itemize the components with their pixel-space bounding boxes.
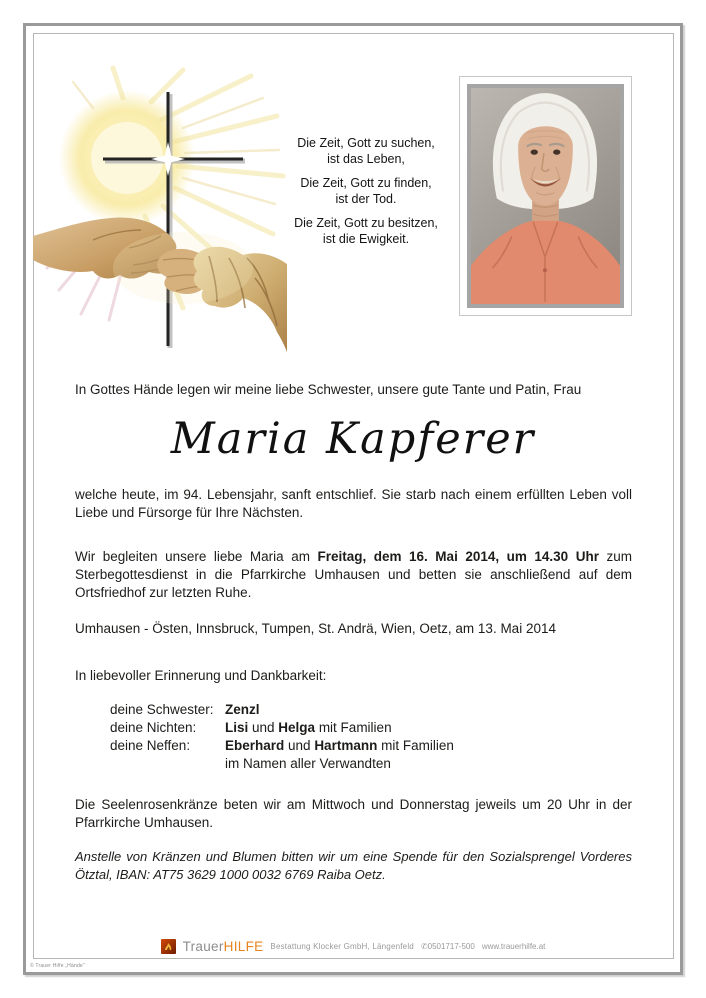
poem-line: ist die Ewigkeit.	[322, 231, 410, 246]
family-row	[110, 719, 630, 737]
poem-line: Die Zeit, Gott zu finden,	[300, 176, 432, 190]
poem-stanza	[266, 136, 466, 167]
trauerhilfe-brand	[183, 939, 264, 954]
funeral-paragraph: Wir begleiten unsere liebe Maria am Freitag, dem 16. Mai 2014, um 14.30 Uhr zum Sterbegottesdienst in die Pfarrkirche Umhausen und betten sie anschließend auf dem Ortsfriedhof zur letzten Ruhe.	[75, 549, 632, 600]
poem-line: Die Zeit, Gott zu suchen,	[297, 136, 435, 150]
artwork-copyright: © Trauer Hilfe „Hände"	[30, 963, 85, 969]
rosary-paragraph: Die Seelenrosenkränze beten wir am Mittwoch und Donnerstag jeweils um 20 Uhr in der Pfarrkirche Umhausen.	[75, 797, 632, 830]
donation-paragraph: Anstelle von Kränzen und Blumen bitten wir um eine Spende für den Sozialsprengel Vorderes Ötztal, IBAN: AT75 3629 1000 0032 6769 Raiba Oetz.	[75, 849, 632, 882]
family-relation-label: deine Nichten:	[110, 720, 197, 735]
cities-date-line: Umhausen - Östen, Innsbruck, Tumpen, St. Andrä, Wien, Oetz, am 13. Mai 2014	[75, 621, 556, 636]
intro-line: In Gottes Hände legen wir meine liebe Schwester, unsere gute Tante und Patin, Frau	[75, 382, 582, 397]
deceased-name: Maria Kapferer	[170, 414, 536, 464]
family-row	[110, 701, 630, 719]
poem-stanza	[266, 216, 466, 247]
family-names: im Namen aller Verwandten	[225, 756, 391, 771]
family-relation-label	[110, 755, 225, 773]
poem-stanza	[266, 176, 466, 207]
brand-suffix: HILFE	[223, 938, 264, 954]
memorial-poem	[266, 136, 466, 256]
poem-line: Die Zeit, Gott zu besitzen,	[294, 216, 438, 230]
hands-cross-artwork	[33, 58, 287, 352]
trauerhilfe-logo-icon	[161, 939, 176, 954]
family-relation-label: deine Neffen:	[110, 738, 191, 753]
portrait-photo	[467, 84, 624, 308]
poem-line: ist das Leben,	[327, 151, 405, 166]
family-row	[110, 755, 630, 773]
funeral-home-info: Bestattung Klocker GmbH, Längenfeld	[270, 941, 414, 951]
family-relation-label: deine Schwester:	[110, 702, 214, 717]
family-list	[110, 701, 630, 773]
family-row	[110, 737, 630, 755]
family-names: Zenzl	[225, 702, 260, 717]
phone-icon: ✆	[420, 941, 428, 951]
portrait-photo-frame	[459, 76, 632, 316]
poem-line: ist der Tod.	[335, 191, 397, 206]
family-names: Eberhard und Hartmann mit Familien	[225, 738, 454, 753]
portrait-illustration	[471, 88, 620, 304]
funeral-home-footer	[34, 936, 672, 956]
memory-line: In liebevoller Erinnerung und Dankbarkeit:	[75, 668, 327, 683]
website-url: www.trauerhilfe.at	[481, 941, 546, 951]
family-names: Lisi und Helga mit Familien	[225, 720, 392, 735]
brand-prefix: Trauer	[182, 938, 224, 954]
hands-cross-illustration	[33, 58, 287, 352]
phone-number: ✆0501717-500	[420, 941, 475, 951]
passing-paragraph: welche heute, im 94. Lebensjahr, sanft entschlief. Sie starb nach einem erfüllten Leben voll Liebe und Fürsorge für Ihre Nächsten.	[75, 487, 632, 520]
